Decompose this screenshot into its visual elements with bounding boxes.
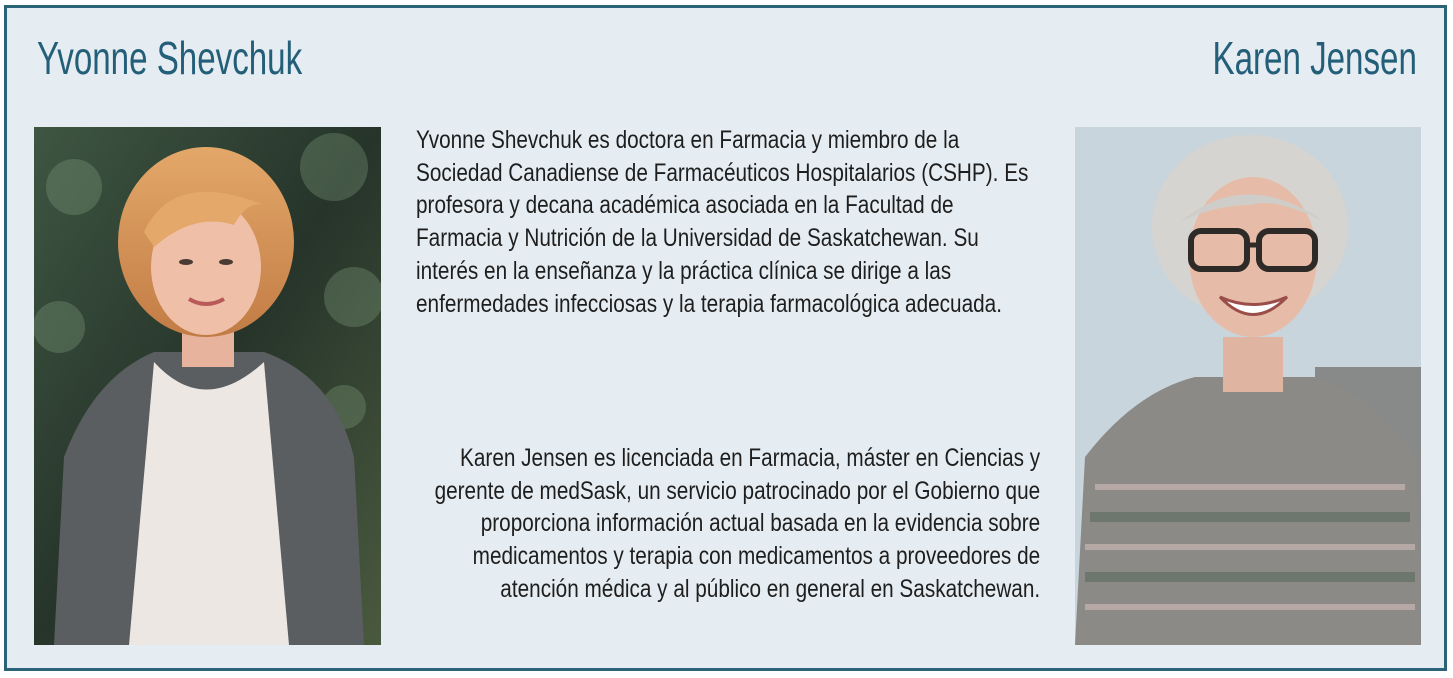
author-name-karen: Karen Jensen	[1212, 32, 1417, 84]
portrait-karen-jensen	[1075, 127, 1421, 645]
portrait-yvonne-shevchuk	[34, 127, 381, 645]
bio-yvonne-shevchuk: Yvonne Shevchuk es doctora en Farmacia y miembro de la Sociedad Canadiense de Farmacéuticos Hospitalarios (CSHP). Es profesora y decana académica asociada en la Facultad de Farmacia y Nutrición de la Universidad de Saskatchewan. Su interés en la enseñanza y la práctica clínica se dirige a las enfermedades infecciosas y la terapia farmacológica adecuada.	[416, 126, 1029, 318]
bio-karen-jensen: Karen Jensen es licenciada en Farmacia, máster en Ciencias y gerente de medSask, un servicio patrocinado por el Gobierno que proporciona información actual basada en la evidencia sobre medicamentos y terapia con medicamentos a proveedores de atención médica y al público en general en Saskatchewan.	[434, 444, 1041, 603]
author-panel	[4, 5, 1447, 671]
author-name-yvonne: Yvonne Shevchuk	[37, 32, 303, 84]
